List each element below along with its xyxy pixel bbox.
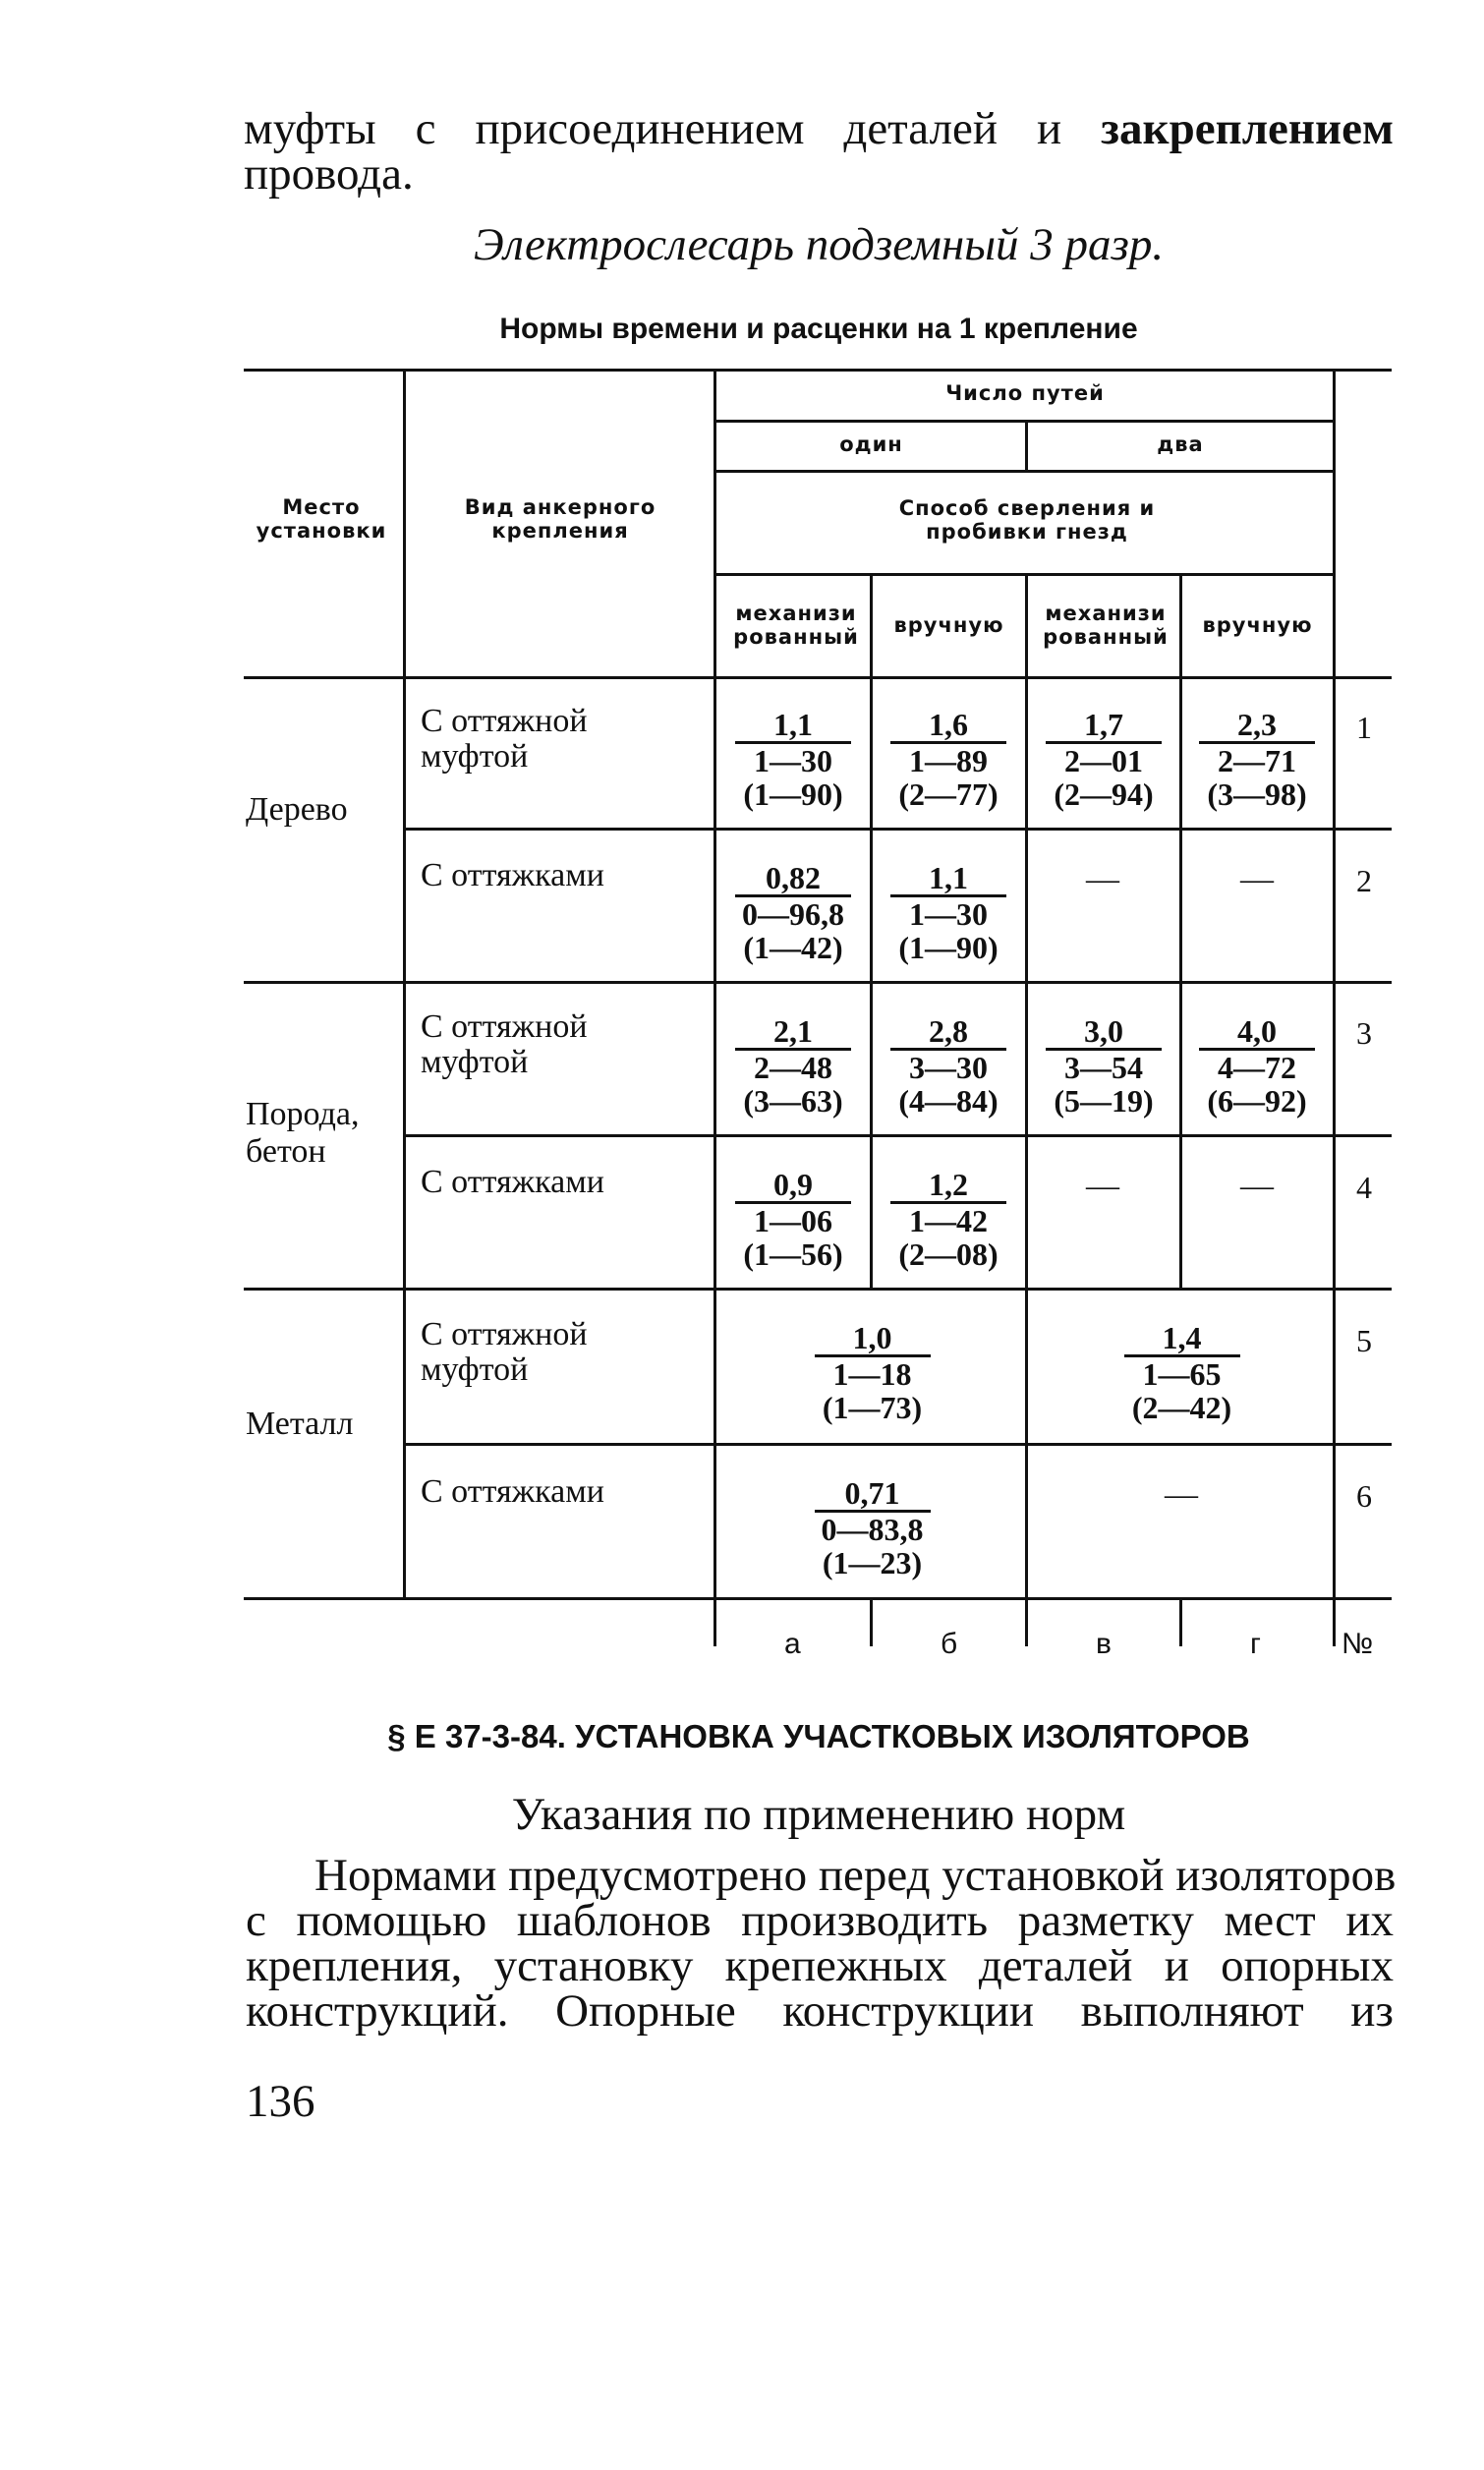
type-coupling: С оттяжной муфтой [421, 703, 588, 775]
norm-cell: 1,2 1—42 (2—08) [875, 1168, 1022, 1271]
rule [244, 981, 1392, 984]
rule [1179, 1597, 1182, 1646]
column-key-number: № [1341, 1628, 1374, 1660]
rule [870, 573, 873, 1288]
norm-cell: 3,0 3—54 (5—19) [1030, 1014, 1177, 1118]
section-heading: § Е 37-3-84. УСТАНОВКА УЧАСТКОВЫХ ИЗОЛЯТОРОВ [387, 1718, 1250, 1754]
norm-cell: 1,0 1—18 (1—73) [796, 1321, 948, 1424]
type-braces: С оттяжками [421, 1473, 604, 1510]
header-anchor-type: Вид анкерного крепления [464, 495, 656, 543]
body-line: конструкций. Опорные конструкции выполняют из [246, 1985, 1394, 2037]
subheading: Указания по применению норм [511, 1789, 1126, 1840]
rule [403, 369, 406, 1599]
body-line: крепления, установку крепежных деталей и опорных [246, 1940, 1394, 1991]
norm-cell: 1,7 2—01 (2—94) [1030, 708, 1177, 811]
header-one: один [839, 432, 903, 456]
row-number: 4 [1356, 1170, 1372, 1205]
empty-cell-dash: — [1240, 861, 1274, 897]
body-line: Нормами предусмотрено перед установкой изоляторов [314, 1850, 1397, 1901]
rule [403, 1443, 1392, 1446]
header-manual: вручную [893, 613, 1004, 637]
page-number: 136 [246, 2076, 315, 2127]
rule [1333, 369, 1336, 1646]
header-method: Способ сверления и пробивки гнезд [898, 496, 1156, 544]
word: закреплением [1101, 103, 1394, 154]
rule [403, 1134, 1392, 1137]
rule [870, 1597, 873, 1646]
rule [713, 369, 716, 1646]
type-braces: С оттяжками [421, 1164, 604, 1200]
empty-cell-dash: — [1240, 1168, 1274, 1204]
norm-cell: 0,71 0—83,8 (1—23) [796, 1476, 948, 1580]
type-coupling: С оттяжной муфтой [421, 1316, 588, 1388]
paragraph-line-1 [244, 103, 1394, 154]
header-place: Место установки [256, 495, 387, 543]
table-title: Нормы времени и расценки на 1 крепление [499, 313, 1138, 345]
norm-cell: 1,6 1—89 (2—77) [875, 708, 1022, 811]
row-number: 6 [1356, 1478, 1372, 1514]
rule [244, 676, 1392, 679]
rule [1025, 573, 1028, 1646]
column-key-b: б [941, 1628, 958, 1660]
norm-cell: 1,1 1—30 (1—90) [875, 861, 1022, 964]
row-number: 2 [1356, 863, 1372, 898]
norm-cell: 1,4 1—65 (2—42) [1106, 1321, 1258, 1424]
rule [244, 1597, 1392, 1600]
empty-cell-dash: — [1165, 1476, 1198, 1513]
norm-cell: 0,82 0—96,8 (1—42) [719, 861, 867, 964]
norm-cell: 1,1 1—30 (1—90) [719, 708, 867, 811]
norm-cell: 0,9 1—06 (1—56) [719, 1168, 867, 1271]
worker-grade: Электрослесарь подземный 3 разр. [473, 219, 1165, 270]
type-coupling: С оттяжной муфтой [421, 1008, 588, 1080]
norm-cell: 4,0 4—72 (6—92) [1183, 1014, 1331, 1118]
rule [1179, 573, 1182, 1288]
row-number: 3 [1356, 1015, 1372, 1051]
word: деталей [843, 103, 999, 154]
place-rock-concrete: Порода, бетон [246, 1096, 360, 1170]
type-braces: С оттяжками [421, 857, 604, 893]
column-key-g: г [1250, 1628, 1261, 1660]
word: с [415, 103, 436, 154]
word: присоединением [475, 103, 805, 154]
norm-cell: 2,3 2—71 (3—98) [1183, 708, 1331, 811]
header-mech: механизи рованный [1043, 602, 1169, 649]
header-num-paths: Число путей [945, 381, 1105, 405]
empty-cell-dash: — [1086, 861, 1119, 897]
body-line: с помощью шаблонов производить разметку мест их [246, 1895, 1394, 1946]
norm-cell: 2,1 2—48 (3—63) [719, 1014, 867, 1118]
word: муфты [244, 103, 376, 154]
empty-cell-dash: — [1086, 1168, 1119, 1204]
rule [403, 828, 1392, 831]
row-number: 1 [1356, 710, 1372, 745]
rule [244, 1288, 1392, 1291]
place-metal: Металл [246, 1406, 354, 1442]
column-key-v: в [1096, 1628, 1112, 1660]
header-manual: вручную [1202, 613, 1313, 637]
place-wood: Дерево [246, 791, 348, 828]
paragraph-line-2: провода. [244, 148, 414, 200]
row-number: 5 [1356, 1323, 1372, 1358]
rule [244, 369, 1392, 372]
column-key-a: а [784, 1628, 801, 1660]
word: и [1037, 103, 1062, 154]
header-mech: механизи рованный [733, 602, 859, 649]
header-two: два [1157, 432, 1204, 456]
norm-cell: 2,8 3—30 (4—84) [875, 1014, 1022, 1118]
